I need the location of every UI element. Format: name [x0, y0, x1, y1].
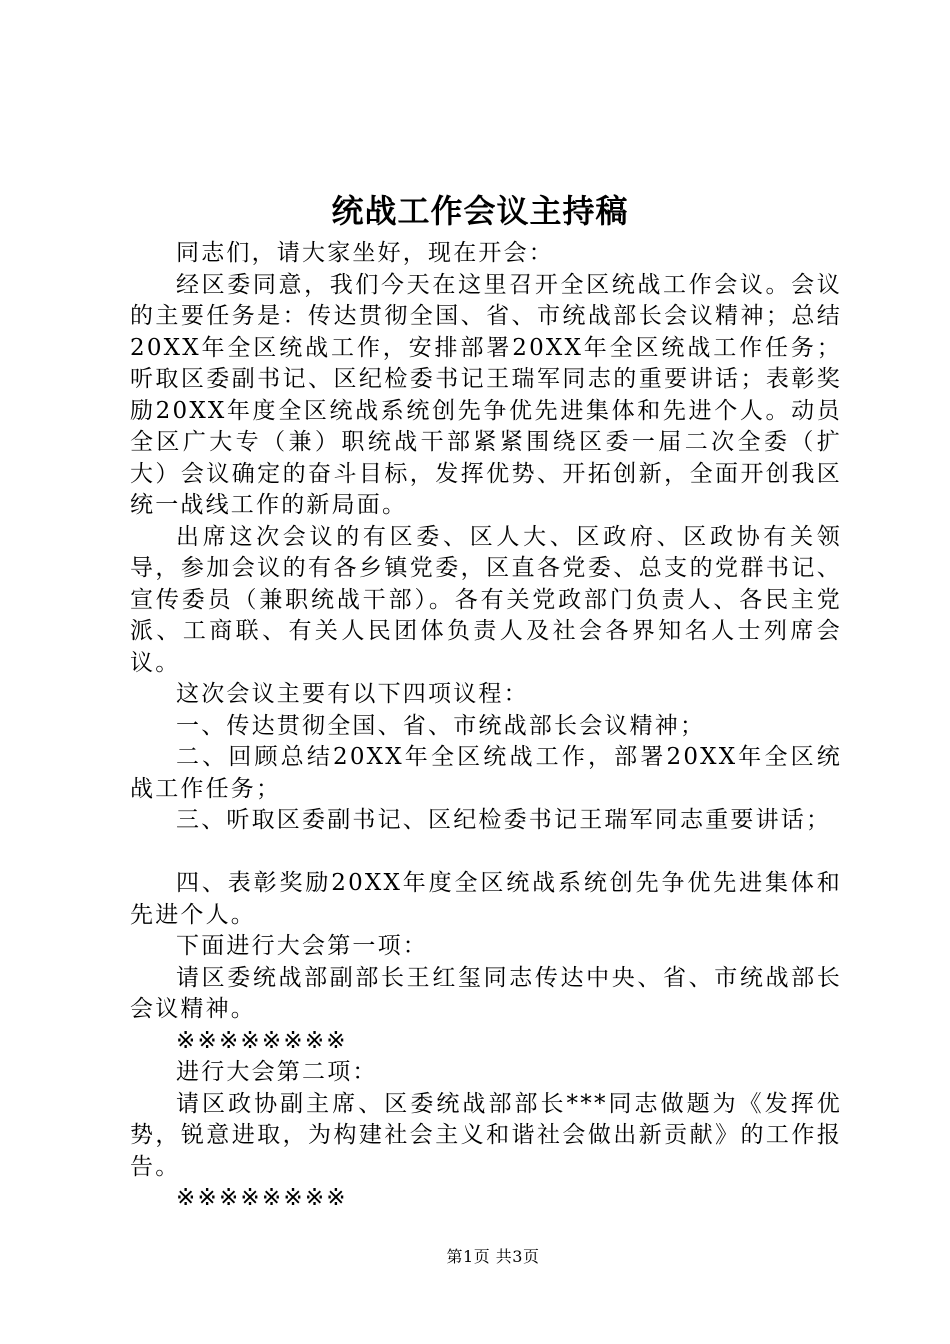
paragraph-first-item-content: 请区委统战部副部长王红玺同志传达中央、省、市统战部长会议精神。: [130, 964, 842, 1022]
paragraph-greeting: 同志们，请大家坐好，现在开会：: [176, 240, 554, 266]
paragraph-meeting-purpose: 经区委同意，我们今天在这里召开全区统战工作会议。会议的主要任务是：传达贯彻全国、省、市统战部长会议精神；总结20XX年全区统战工作，安排部署20XX年全区统战工作任务；听取区委副书记、区纪检委书记王瑞军同志的重要讲话；表彰奖励20XX年度全区统战系统创先争优先进集体和先进个人。动员全区广大专（兼）职统战干部紧紧围绕区委一届二次全委（扩大）会议确定的奋斗目标，发挥优势、开拓创新，全面开创我区统一战线工作的新局面。: [130, 271, 842, 518]
paragraph-agenda-intro: 这次会议主要有以下四项议程：: [176, 681, 529, 707]
paragraph-second-item-heading: 进行大会第二项：: [176, 1059, 378, 1085]
page-number-footer: 第1页 共3页: [446, 1247, 540, 1266]
blank-line: [130, 837, 842, 869]
separator-marks-1: ※※※※※※※※: [176, 1027, 348, 1054]
agenda-item-3: 三、听取区委副书记、区纪检委书记王瑞军同志重要讲话；: [176, 807, 832, 833]
paragraph-first-item-heading: 下面进行大会第一项：: [176, 933, 428, 959]
document-title: 统战工作会议主持稿: [331, 192, 629, 230]
paragraph-attendees: 出席这次会议的有区委、区人大、区政府、区政协有关领导，参加会议的有各乡镇党委，区直各党委、总支的党群书记、宣传委员（兼职统战干部）。各有关党政部门负责人、各民主党派、工商联、有关人民团体负责人及社会各界知名人士列席会议。: [130, 523, 842, 676]
paragraph-second-item-content: 请区政协副主席、区委统战部部长***同志做题为《发挥优势，锐意进取，为构建社会主义和谐社会做出新贡献》的工作报告。: [130, 1090, 842, 1180]
agenda-item-1: 一、传达贯彻全国、省、市统战部长会议精神；: [176, 712, 706, 739]
document-body: [130, 238, 842, 1215]
agenda-item-2: 二、回顾总结20XX年全区统战工作，部署20XX年全区统战工作任务；: [130, 744, 842, 802]
separator-marks-2: ※※※※※※※※: [176, 1185, 348, 1211]
agenda-item-4: 四、表彰奖励20XX年度全区统战系统创先争优先进集体和先进个人。: [130, 870, 842, 928]
